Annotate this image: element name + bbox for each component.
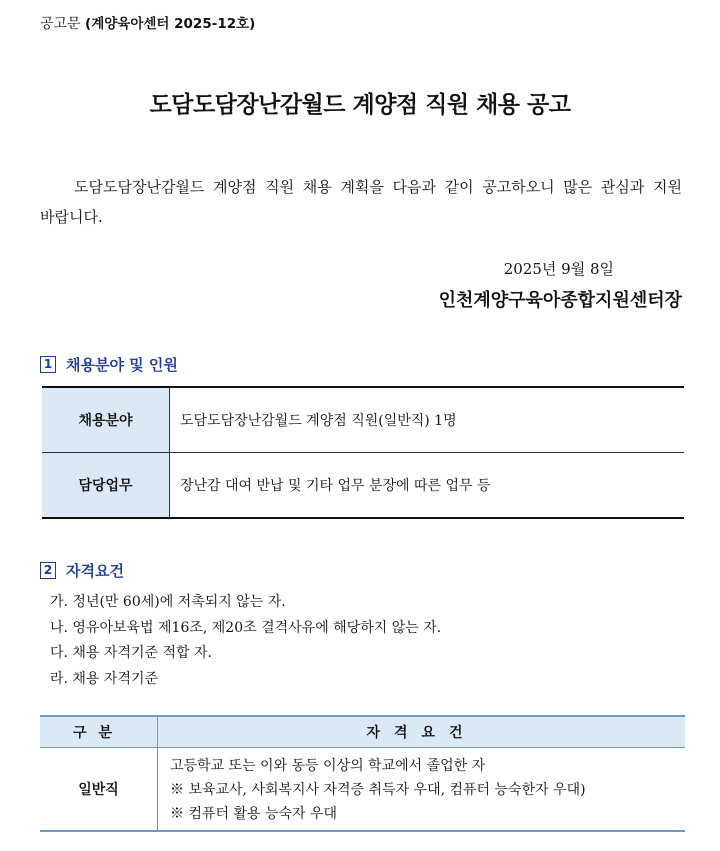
- requirement-line: ※ 컴퓨터 활용 능숙자 우대: [170, 806, 338, 822]
- qualification-table: [40, 715, 685, 832]
- section-heading-qualifications: [40, 560, 124, 581]
- list-item: 라. 채용 자격기준: [50, 670, 159, 687]
- notice-date: 2025년 9월 8일: [503, 260, 614, 278]
- issuer-name: 인천계양구육아종합지원센터장: [438, 290, 682, 311]
- notice-prefix: 공고문: [40, 16, 81, 32]
- section-heading-recruitment: [40, 354, 178, 375]
- section-number-box: 1: [40, 356, 56, 373]
- table-row: [42, 387, 684, 453]
- recruitment-table: [42, 386, 684, 519]
- row-value: 장난감 대여 반납 및 기타 업무 분장에 따른 업무 등: [170, 453, 685, 519]
- category-cell: 일반직: [40, 748, 158, 832]
- notice-close-paren: ): [249, 16, 256, 32]
- section-heading-label: 채용분야 및 인원: [66, 356, 178, 374]
- notice-number-value: 계양육아센터 2025-12호: [91, 16, 250, 32]
- row-value: 도담도담장난감월드 계양점 직원(일반직) 1명: [170, 387, 685, 453]
- section-number-box: 2: [40, 562, 56, 579]
- section-heading-label: 자격요건: [66, 562, 124, 580]
- list-item: 가. 정년(만 60세)에 저촉되지 않는 자.: [50, 594, 286, 610]
- requirement-line: 고등학교 또는 이와 동등 이상의 학교에서 졸업한 자: [170, 758, 486, 774]
- list-item: 나. 영유아보육법 제16조, 제20조 결격사유에 해당하지 않는 자.: [50, 619, 442, 636]
- row-label: 채용분야: [42, 387, 170, 453]
- table-row: [42, 453, 684, 519]
- qualification-list: [50, 590, 441, 692]
- requirements-cell: [158, 748, 686, 832]
- column-header-category: 구분: [40, 716, 158, 748]
- notice-number: [40, 12, 255, 33]
- row-label: 담당업무: [42, 453, 170, 519]
- document-title: 도담도담장난감월드 계양점 직원 채용 공고: [149, 92, 571, 118]
- intro-paragraph: 도담도담장난감월드 계양점 직원 채용 계획을 다음과 같이 공고하오니 많은 관심과 지원 바랍니다.: [40, 178, 682, 226]
- table-header-row: [40, 716, 685, 748]
- requirement-line: ※ 보육교사, 사회복지사 자격증 취득자 우대, 컴퓨터 능숙한자 우대): [170, 782, 586, 798]
- column-header-requirements: 자격요건: [158, 716, 686, 748]
- table-row: [40, 748, 685, 832]
- notice-open-paren: (: [85, 16, 92, 32]
- list-item: 다. 채용 자격기준 적합 자.: [50, 645, 212, 661]
